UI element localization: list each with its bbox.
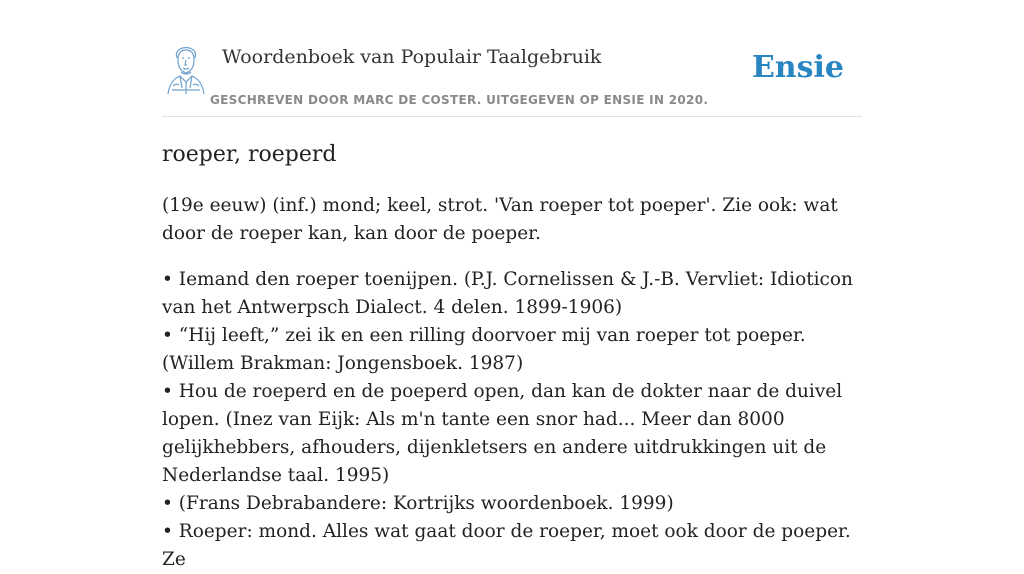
quote-list [162, 266, 862, 574]
entry-content [162, 138, 862, 574]
entry-term: roeper, roeperd [162, 142, 337, 167]
quote-item: • Iemand den roeper toenijpen. (P.J. Cornelissen & J.-B. Vervliet: Idioticon van het Antwerpsch Dialect. 4 delen. 1899-1906) [162, 269, 853, 318]
ensie-logo[interactable]: Ensie [751, 50, 844, 85]
quote-item: • (Frans Debrabandere: Kortrijks woordenboek. 1999) [162, 493, 674, 514]
quote-item: • Hou de roeperd en de poeperd open, dan kan de dokter naar de duivel lopen. (Inez van Eijk: Als m'n tante een snor had... Meer dan 8000 gelijkhebbers, afhouders, dijenkletsers en andere uitdrukkingen uit de Nederlandse taal. 1995) [162, 381, 843, 486]
book-header [162, 44, 862, 117]
author-byline: GESCHREVEN DOOR MARC DE COSTER. UITGEGEVEN OP ENSIE IN 2020. [210, 93, 709, 107]
entry-definition: (19e eeuw) (inf.) mond; keel, strot. 'Van roeper tot poeper'. Zie ook: wat door de roeper kan, kan door de poeper. [162, 195, 838, 244]
quote-item: • “Hij leeft,” zei ik en een rilling doorvoer mij van roeper tot poeper. (Willem Brakman: Jongensboek. 1987) [162, 325, 806, 374]
book-title[interactable]: Woordenboek van Populair Taalgebruik [222, 46, 602, 68]
quote-item: • Roeper: mond. Alles wat gaat door de roeper, moet ook door de poeper. Ze [162, 521, 851, 570]
author-portrait-icon [164, 46, 208, 96]
